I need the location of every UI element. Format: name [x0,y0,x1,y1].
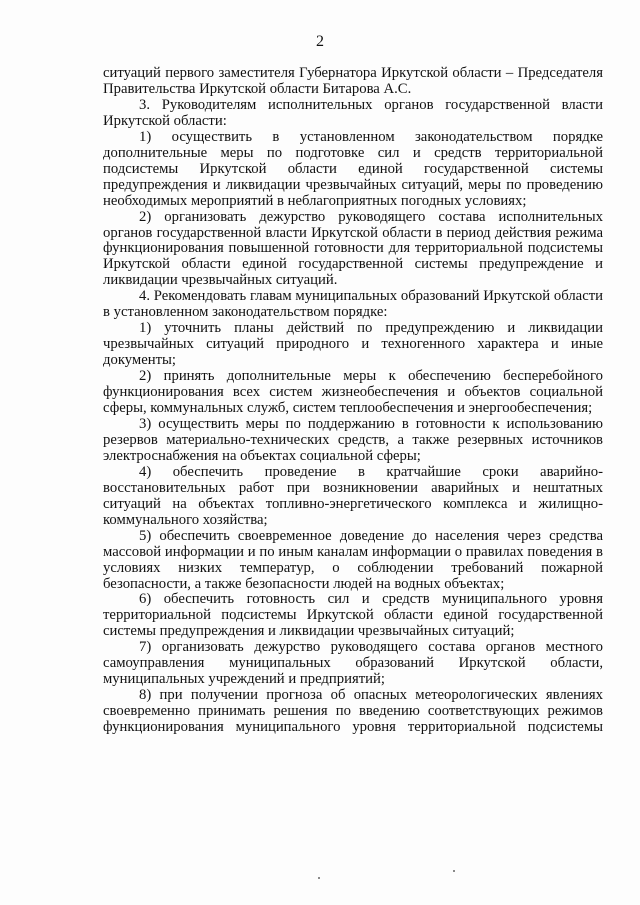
paragraph-item-3-1: 1) осуществить в установленном законодательством порядке дополнительные меры по подготовке сил и средств территориальной подсистемы Иркутской области единой государственной системы предупреждения и ликвидации чрезвычайных ситуаций, меры по проведению необходимых мероприятий в неблагоприятных погодных условиях; [103,128,603,209]
page-number: 2 [316,33,324,50]
scan-speck [318,877,320,879]
paragraph-item-4-7: 7) организовать дежурство руководящего состава органов местного самоуправления муниципальных образований Иркутской области, муниципальных учреждений и предприятий; [103,639,603,688]
paragraph-item-4-3: 3) осуществить меры по поддержанию в готовности к использованию резервов материально-технических средств, а также резервных источников электроснабжения на объектах социальной сферы; [103,415,603,464]
paragraph-item-4-1: 1) уточнить планы действий по предупреждению и ликвидации чрезвычайных ситуаций природного и техногенного характера и иные документы; [103,320,603,369]
paragraph-item-3-2: 2) организовать дежурство руководящего состава исполнительных органов государственной власти Иркутской области в период действия режима функционирования повышенной готовности для территориальной подсистемы Иркутской области единой государственной системы предупреждение и ликвидации чрезвычайных ситуаций. [103,208,603,289]
paragraph-item-4-5: 5) обеспечить своевременное доведение до населения через средства массовой информации и по иным каналам информации о правилах поведения в условиях низких температур, о соблюдении требований пожарной безопасности, а также безопасности людей на водных объектах; [103,527,603,592]
paragraph-continuation: ситуаций первого заместителя Губернатора Иркутской области – Председателя Правительства Иркутской области Битарова А.С. [103,65,603,97]
document-body [103,66,603,736]
paragraph-item-4-8: 8) при получении прогноза об опасных метеорологических явлениях своевременно принимать решения по введению соответствующих режимов функционирования муниципального уровня территориальной подсистемы [103,687,603,736]
paragraph-item-3: 3. Руководителям исполнительных органов государственной власти Иркутской области: [103,96,603,129]
paragraph-item-4-4: 4) обеспечить проведение в кратчайшие сроки аварийно-восстановительных работ при возникновении аварийных и нештатных ситуаций на объектах топливно-энергетического комплекса и жилищно-коммунального хозяйства; [103,463,603,528]
paragraph-item-4-6: 6) обеспечить готовность сил и средств муниципального уровня территориальной подсистемы Иркутской области единой государственной системы предупреждения и ликвидации чрезвычайных ситуаций; [103,591,603,640]
scan-speck [453,870,455,872]
paragraph-item-4-2: 2) принять дополнительные меры к обеспечению бесперебойного функционирования всех систем жизнеобеспечения и объектов социальной сферы, коммунальных служб, систем теплообеспечения и энергообеспечения; [103,368,603,417]
paragraph-item-4: 4. Рекомендовать главам муниципальных образований Иркутской области в установленном законодательством порядке: [103,288,603,321]
